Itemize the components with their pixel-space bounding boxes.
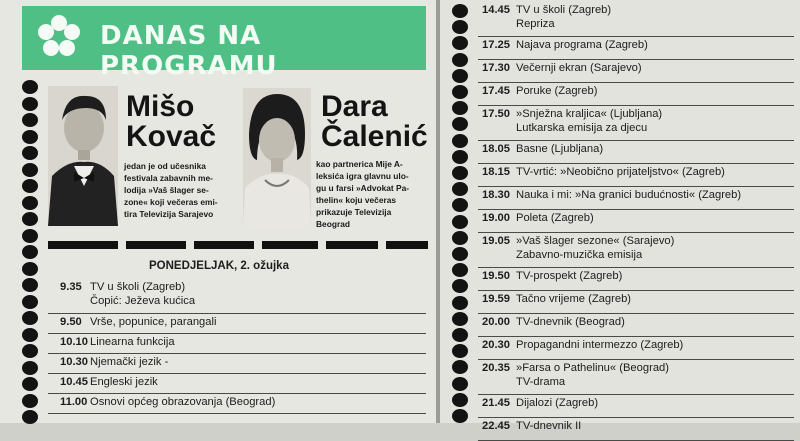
perforation-hole [22, 163, 38, 177]
schedule-title [90, 335, 175, 349]
schedule-time: 22.45 [482, 420, 510, 432]
schedule-title-line: Osnovi općeg obrazovanja (Beograd) [90, 396, 276, 408]
perforation-hole [452, 215, 468, 229]
schedule-time: 19.05 [482, 235, 510, 247]
perforation-hole [452, 150, 468, 164]
schedule-title [90, 395, 275, 409]
perforation-hole [22, 229, 38, 243]
schedule-row [478, 2, 794, 37]
perforation-hole [452, 296, 468, 310]
perforation-hole [452, 377, 468, 391]
schedule-time: 14.45 [482, 4, 510, 16]
schedule-title-line: TV u školi (Zagreb) [90, 281, 186, 293]
perforation-hole [22, 212, 38, 226]
schedule-row [478, 60, 794, 83]
schedule-row [478, 37, 794, 60]
schedule-title-line: Večernji ekran (Sarajevo) [516, 62, 642, 74]
schedule-title-line: Nauka i mi: »Na granici budućnosti« (Zagreb) [516, 189, 742, 201]
schedule-title [516, 361, 669, 389]
schedule-title [516, 315, 625, 329]
featured-name-2: Dara Čalenić [321, 90, 428, 153]
perforation-hole [452, 36, 468, 50]
schedule-title [90, 375, 158, 389]
schedule-row [478, 360, 794, 395]
schedule-title-line: TV-drama [516, 376, 566, 388]
schedule-time: 19.59 [482, 293, 510, 305]
schedule-time: 19.50 [482, 270, 510, 282]
perforation-hole [452, 69, 468, 83]
schedule-time: 21.45 [482, 397, 510, 409]
featured-name-1: Mišo Kovač [126, 90, 217, 153]
schedule-title [516, 188, 741, 202]
perforation-hole [452, 4, 468, 18]
schedule-row [478, 83, 794, 106]
photo-dara-calenic [243, 88, 311, 228]
schedule-time: 11.00 [60, 396, 88, 408]
schedule-title [516, 292, 631, 306]
perforation-hole [22, 179, 38, 193]
perforation-hole [22, 130, 38, 144]
perforation-hole [452, 393, 468, 407]
schedule-title [516, 84, 597, 98]
perforation-hole [452, 279, 468, 293]
perforation-hole [22, 295, 38, 309]
schedule-time: 17.45 [482, 85, 510, 97]
schedule-row [478, 418, 794, 441]
schedule-title-line: Vrše, popunice, parangali [90, 316, 217, 328]
perforation-hole [22, 377, 38, 391]
schedule-title-line: TV-dnevnik (Beograd) [516, 316, 625, 328]
schedule-time: 10.30 [60, 356, 88, 368]
schedule-title-line: »Farsa o Pathelinu« (Beograd) [516, 362, 669, 374]
right-page [440, 0, 800, 432]
perforation-hole [22, 361, 38, 375]
schedule-row [48, 314, 426, 334]
featured-caption-2: kao partnerica Mije A- leksića igra glavnu ulo- gu u farsi »Advokat Pa- thelin« koju večeras prikazuje Televizija Beograd [316, 159, 410, 229]
schedule-row [478, 395, 794, 418]
schedule-row [478, 210, 794, 233]
perforation-hole [452, 231, 468, 245]
schedule-title-line: Najava programa (Zagreb) [516, 39, 648, 51]
schedule-time: 17.30 [482, 62, 510, 74]
perforation-hole [22, 278, 38, 292]
schedule-title [516, 165, 725, 179]
schedule-title [90, 280, 195, 308]
section-title: DANAS NA PROGRAMU [100, 21, 278, 81]
perforation-hole [452, 85, 468, 99]
perforation-hole [22, 311, 38, 325]
flower-icon [34, 12, 84, 62]
schedule-time: 18.30 [482, 189, 510, 201]
schedule-time: 19.00 [482, 212, 510, 224]
perforation-hole [22, 410, 38, 424]
schedule-row [48, 354, 426, 374]
perforation-hole [22, 245, 38, 259]
perforation-hole [22, 97, 38, 111]
photo-miso-kovac [48, 86, 118, 226]
schedule-title [516, 211, 594, 225]
schedule-title [516, 338, 683, 352]
perforation-hole [22, 146, 38, 160]
schedule-title-line: Engleski jezik [90, 376, 158, 388]
perforation-hole [452, 312, 468, 326]
section-header [22, 6, 426, 81]
schedule-row [48, 374, 426, 394]
schedule-title-line: »Snježna kraljica« (Ljubljana) [516, 108, 663, 120]
schedule-title [516, 234, 674, 262]
perforation-hole [22, 328, 38, 342]
day-heading: PONEDJELJAK, 2. ožujka [149, 260, 289, 272]
schedule-time: 9.50 [60, 316, 82, 328]
schedule-title [90, 315, 216, 329]
schedule-title-line: Zabavno-muzička emisija [516, 249, 643, 261]
schedule-time: 17.25 [482, 39, 510, 51]
perforation-hole [22, 394, 38, 408]
schedule-title-line: Propagandni intermezzo (Zagreb) [516, 339, 684, 351]
perforation-hole [22, 113, 38, 127]
schedule-row [478, 233, 794, 268]
schedule-row [478, 141, 794, 164]
schedule-time: 20.30 [482, 339, 510, 351]
schedule-title-line: TV-dnevnik II [516, 420, 582, 432]
schedule-row [48, 279, 426, 314]
schedule-row [48, 334, 426, 354]
perforation-hole [452, 198, 468, 212]
schedule-time: 9.35 [60, 281, 82, 293]
schedule-row [478, 314, 794, 337]
schedule-title-line: TV-prospekt (Zagreb) [516, 270, 623, 282]
perforation-hole [22, 196, 38, 210]
schedule-title-line: Tačno vrijeme (Zagreb) [516, 293, 632, 305]
perforation-hole [452, 134, 468, 148]
schedule-title-line: Basne (Ljubljana) [516, 143, 604, 155]
schedule-title [516, 38, 648, 52]
schedule-time: 10.45 [60, 376, 88, 388]
perforation-hole [452, 101, 468, 115]
schedule-time: 10.10 [60, 336, 88, 348]
perforation-hole [452, 247, 468, 261]
perforation-hole [452, 263, 468, 277]
perforation-hole [452, 166, 468, 180]
schedule-title-line: Repriza [516, 18, 555, 30]
schedule-title [90, 355, 168, 369]
schedule-title-line: Njemački jezik - [90, 356, 169, 368]
schedule-time: 18.05 [482, 143, 510, 155]
schedule-row [478, 187, 794, 210]
schedule-title [516, 3, 611, 31]
schedule-title [516, 61, 642, 75]
schedule-title-line: TV-vrtić: »Neobično prijateljstvo« (Zagreb) [516, 166, 725, 178]
schedule-title-line: Čopić: Ježeva kućica [90, 295, 196, 307]
perforation-hole [452, 182, 468, 196]
perforation-hole [452, 117, 468, 131]
schedule-time: 17.50 [482, 108, 510, 120]
perforation-hole [452, 53, 468, 67]
schedule-row [478, 291, 794, 314]
schedule-title [516, 396, 598, 410]
schedule-title-line: Linearna funkcija [90, 336, 175, 348]
schedule-time: 20.00 [482, 316, 510, 328]
schedule-time: 20.35 [482, 362, 510, 374]
schedule-title [516, 419, 581, 433]
schedule-time: 18.15 [482, 166, 510, 178]
schedule-title-line: »Vaš šlager sezone« (Sarajevo) [516, 235, 675, 247]
schedule-row [478, 268, 794, 291]
schedule-title [516, 107, 662, 135]
schedule-title [516, 142, 603, 156]
perforation-hole [22, 80, 38, 94]
featured-caption-1: jedan je od učesnika festivala zabavnih me- lodija »Vaš šlager se- zone« koji večeras emi- tira Televizija Sarajevo [124, 161, 218, 219]
schedule-row [478, 337, 794, 360]
perforation-hole [452, 409, 468, 423]
schedule-title-line: Poleta (Zagreb) [516, 212, 594, 224]
schedule-row [478, 106, 794, 141]
divider-bars [48, 241, 428, 250]
schedule-title [516, 269, 622, 283]
perforation-hole [22, 344, 38, 358]
perforation-hole [452, 328, 468, 342]
schedule-row [478, 164, 794, 187]
schedule-title-line: TV u školi (Zagreb) [516, 4, 612, 16]
schedule-title-line: Poruke (Zagreb) [516, 85, 598, 97]
perforation-hole [452, 344, 468, 358]
schedule-title-line: Dijalozi (Zagreb) [516, 397, 599, 409]
perforation-hole [452, 20, 468, 34]
perforation-hole [452, 360, 468, 374]
schedule-row [48, 394, 426, 414]
schedule-title-line: Lutkarska emisija za djecu [516, 122, 648, 134]
